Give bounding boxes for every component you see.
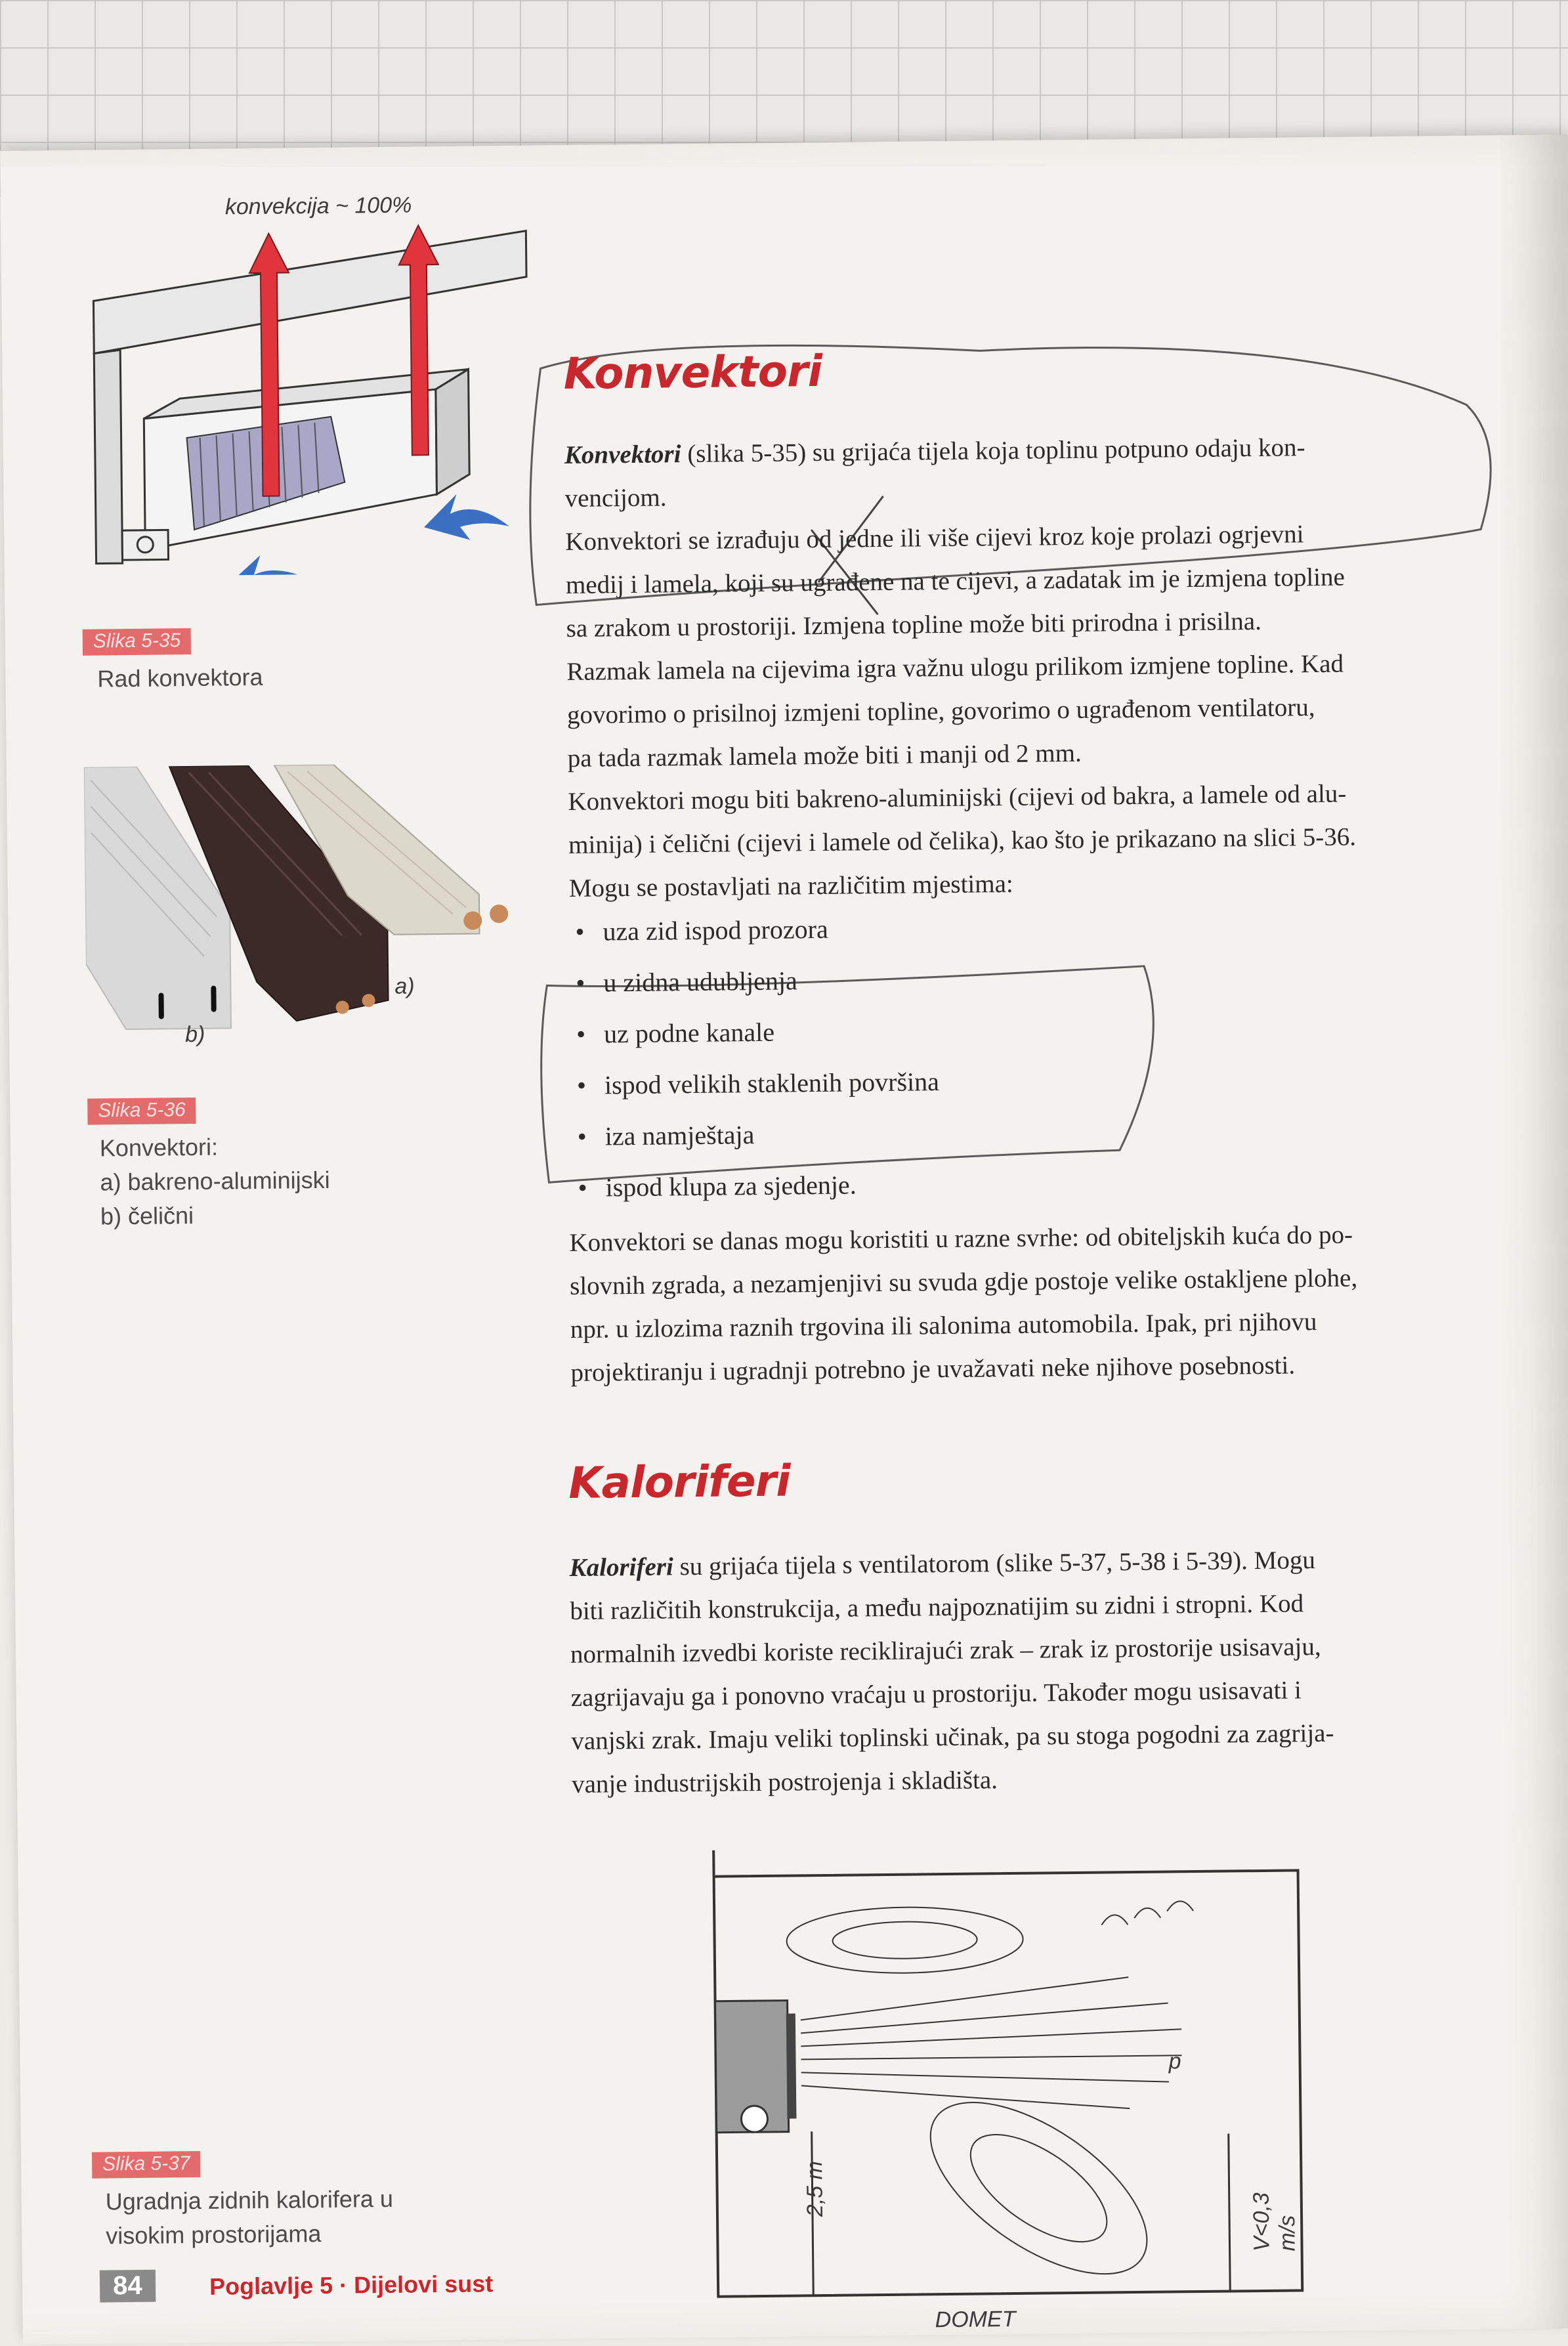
caption-line: a) bakreno-aluminijski (100, 1166, 330, 1196)
list-item: • u zidna udubljenja (573, 952, 1164, 1009)
list-item: • iza namještaja (574, 1105, 1166, 1162)
figure-caption-5-35: Rad konvektora (97, 663, 263, 693)
footer-chapter: Poglavlje 5 · Dijelovi sust (209, 2270, 494, 2300)
list-item: • uz podne kanale (574, 1002, 1165, 1059)
label-p: p (1168, 2049, 1181, 2074)
figure-tag-5-37: Slika 5-37 (92, 2151, 201, 2179)
section-heading-kaloriferi: Kaloriferi (568, 1455, 791, 1509)
term-konvektori: Konvektori (564, 440, 681, 470)
section-heading-konvektori: Konvektori (563, 345, 822, 400)
caption-line: b) čelični (100, 1202, 194, 1230)
paragraph-line: biti različitih konstrukcija, a među najpoznatijim su zidni i stropni. Kod (570, 1589, 1304, 1626)
caption-line: Ugradnja zidnih kalorifera u (105, 2185, 394, 2215)
paragraph-line: minija) i čelični (cijevi i lamele od čelika), kao što je prikazano na slici 5-36. (568, 822, 1357, 859)
paragraph-line: medij i lamela, koji su ugrađene na te cijevi, a zadatak im je izmjena topline (565, 563, 1346, 600)
label-range: DOMET (935, 2306, 1016, 2333)
paragraph-line: vanjski zrak. Imaju veliki toplinski učinak, pa su stoga pogodni za zagrija- (571, 1718, 1334, 1756)
page-number: 84 (100, 2270, 156, 2303)
textbook-page (0, 135, 1568, 2345)
paragraph-line: pa tada razmak lamela može biti i manji od 2 mm. (567, 738, 1082, 773)
figure-tag-5-35: Slika 5-35 (83, 628, 192, 656)
paragraph-line: projektiranju i ugradnji potrebno je uvažavati neke njihove posebnosti. (570, 1351, 1296, 1387)
section-body-kaloriferi (569, 1537, 1504, 1806)
paragraph-line: Mogu se postavljati na različitim mjestima: (568, 869, 1013, 903)
paragraph-line: npr. u izlozima raznih trgovina ili salonima automobila. Ipak, pri njihovu (570, 1308, 1317, 1344)
list-item: • ispod velikih staklenih površina (574, 1054, 1166, 1111)
figure-convector-diagram (79, 191, 543, 576)
paragraph-line: Razmak lamela na cijevima igra važnu ulogu prilikom izmjene topline. Kad (566, 649, 1344, 687)
paragraph-line: Konvektori se izrađuju od jedne ili više cijevi kroz koje prolazi ogrjevni (565, 520, 1304, 557)
closing-paragraph (569, 1212, 1503, 1395)
paragraph-line: Konvektori se danas mogu koristiti u razne svrhe: od obiteljskih kuća do po- (569, 1220, 1353, 1258)
paragraph-line: zagrijavaju ga i ponovno vraćaju u prostoriju. Također mogu usisavati i (570, 1676, 1302, 1713)
paragraph-line: normalnih izvedbi koriste reciklirajući zrak – zrak iz prostorije usisavaju, (570, 1632, 1321, 1669)
caption-line: Konvektori: (99, 1133, 219, 1162)
paragraph-line: vencijom. (564, 483, 667, 513)
convection-label: konvekcija ~ 100% (224, 192, 412, 220)
airflow-diagram (707, 1844, 1316, 2336)
section-body-konvektori (564, 424, 1502, 910)
figure-wall-heater-diagram (707, 1844, 1316, 2336)
placement-list (572, 901, 1166, 1214)
paragraph-line: govorimo o prisilnoj izmjeni topline, govorimo o ugrađenom ventilatoru, (566, 693, 1315, 729)
label-b: b) (184, 1021, 205, 1048)
term-kaloriferi: Kaloriferi (569, 1552, 674, 1583)
figure-caption-5-37 (105, 2182, 393, 2253)
figure-caption-5-36 (100, 1129, 331, 1234)
convector-illustration (79, 217, 543, 576)
intro-rest: su grijaća tijela s ventilatorom (slike 5-37, 5-38 i 5-39). Mogu (679, 1546, 1316, 1581)
list-item: • uza zid ispod prozora (572, 901, 1164, 958)
list-item: • ispod klupa za sjedenje. (575, 1156, 1166, 1213)
caption-line: visokim prostorijama (106, 2220, 322, 2250)
paragraph-line: sa zrakom u prostoriji. Izmjena topline može biti prirodna i prisilna. (566, 607, 1262, 643)
figure-convector-products (84, 762, 546, 1049)
convector-products-photo (84, 762, 546, 1049)
paragraph-line: Konvektori mogu biti bakreno-aluminijski (cijevi od bakra, a lamele od alu- (568, 779, 1347, 816)
label-height: 2,5 m (802, 2160, 828, 2217)
paragraph-line: vanje industrijskih postrojenja i skladišta. (571, 1766, 998, 1799)
label-velocity: V<0,3 m/s (1248, 2192, 1300, 2252)
paragraph-line: slovnih zgrada, a nezamjenjivi su svuda gdje postoje velike ostakljene plohe, (569, 1264, 1358, 1301)
figure-tag-5-36: Slika 5-36 (87, 1098, 196, 1125)
intro-rest: (slika 5-35) su grijaća tijela koja toplinu potpuno odaju kon- (687, 433, 1305, 469)
label-a: a) (394, 973, 415, 999)
